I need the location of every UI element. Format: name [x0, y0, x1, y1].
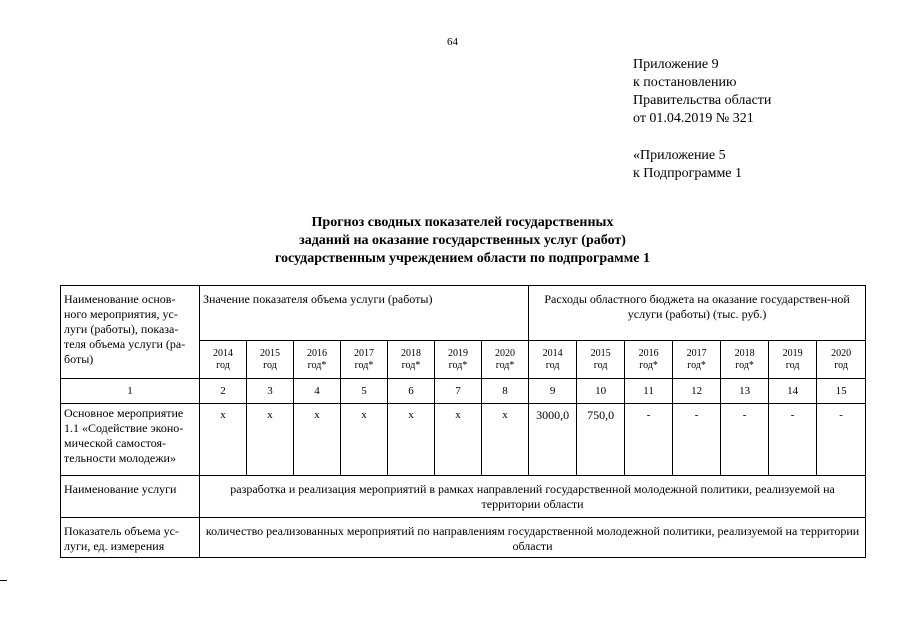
year-value: 2019	[448, 347, 468, 359]
column-number: 5	[341, 379, 388, 404]
year-header	[625, 341, 673, 379]
year-header	[482, 341, 529, 379]
appendix-block	[633, 56, 771, 128]
appendix-line: Приложение 9	[633, 57, 719, 72]
column-number: 4	[294, 379, 341, 404]
year-value: 2014	[542, 347, 563, 359]
year-unit: год	[785, 359, 800, 371]
year-header	[817, 341, 866, 379]
column-number: 2	[200, 379, 247, 404]
table-cell: -	[769, 404, 817, 476]
col1-header: Наименование основ-ного мероприятия, ус-луги (работы), показа-теля объема услуги (ра-боты)	[61, 286, 200, 379]
group1-header: Значение показателя объема услуги (работы)	[200, 286, 529, 341]
column-number: 9	[529, 379, 577, 404]
appendix-line: от 01.04.2019 № 321	[633, 111, 754, 126]
year-value: 2015	[590, 347, 611, 359]
table-row	[61, 404, 866, 476]
year-value: 2015	[260, 347, 280, 359]
year-header	[721, 341, 769, 379]
column-number: 15	[817, 379, 866, 404]
column-number: 1	[61, 379, 200, 404]
title-line: государственным учреждением области по подпрограмме 1	[275, 251, 650, 266]
column-number: 8	[482, 379, 529, 404]
table-cell: x	[388, 404, 435, 476]
year-value: 2019	[782, 347, 803, 359]
table-cell: -	[817, 404, 866, 476]
year-value: 2018	[401, 347, 421, 359]
year-value: 2020	[831, 347, 852, 359]
year-unit: год*	[639, 359, 658, 371]
forecast-table	[60, 285, 866, 558]
row-service-label: Наименование услуги	[61, 476, 200, 518]
document-title	[0, 214, 905, 268]
column-number: 3	[247, 379, 294, 404]
year-unit: год*	[495, 359, 515, 371]
column-number-row	[61, 379, 866, 404]
column-number: 12	[673, 379, 721, 404]
column-number: 13	[721, 379, 769, 404]
appendix-ref-line: к Подпрограмме 1	[633, 166, 743, 181]
year-unit: год*	[448, 359, 468, 371]
year-value: 2017	[354, 347, 374, 359]
year-unit: год*	[401, 359, 421, 371]
column-number: 11	[625, 379, 673, 404]
appendix-ref-line: «Приложение 5	[633, 148, 726, 163]
year-value: 2020	[495, 347, 516, 359]
year-unit: год*	[354, 359, 374, 371]
year-header	[769, 341, 817, 379]
year-header	[294, 341, 341, 379]
row-main-label: Основное мероприятие 1.1 «Содействие эконо-мической самостоя-тельности молодежи»	[61, 404, 200, 476]
year-unit: год	[545, 359, 560, 371]
table-header-row	[61, 286, 866, 341]
table-cell: 3000,0	[529, 404, 577, 476]
year-header	[577, 341, 625, 379]
year-header	[435, 341, 482, 379]
year-unit: год*	[687, 359, 706, 371]
table-cell: -	[673, 404, 721, 476]
table-cell: x	[247, 404, 294, 476]
year-header	[200, 341, 247, 379]
year-value: 2016	[638, 347, 659, 359]
page-number: 64	[447, 36, 458, 48]
year-header	[388, 341, 435, 379]
year-header	[529, 341, 577, 379]
year-value: 2014	[213, 347, 233, 359]
table-cell: x	[294, 404, 341, 476]
table-cell: x	[200, 404, 247, 476]
margin-mark	[0, 580, 7, 581]
column-number: 10	[577, 379, 625, 404]
column-number: 7	[435, 379, 482, 404]
column-number: 6	[388, 379, 435, 404]
row-indicator-label: Показатель объема ус-луги, ед. измерения	[61, 518, 200, 558]
table-cell: -	[625, 404, 673, 476]
appendix-line: Правительства области	[633, 93, 772, 108]
group2-header: Расходы областного бюджета на оказание государствен-ной услуги (работы) (тыс. руб.)	[529, 286, 866, 341]
year-unit: год*	[307, 359, 327, 371]
table-cell: x	[341, 404, 388, 476]
row-indicator-text: количество реализованных мероприятий по направлениям государственной молодежной политики, реализуемой на территории области	[200, 518, 866, 558]
year-value: 2016	[307, 347, 327, 359]
table-cell: -	[721, 404, 769, 476]
table-row	[61, 518, 866, 558]
appendix-line: к постановлению	[633, 75, 737, 90]
year-unit: год	[834, 359, 848, 371]
title-line: Прогноз сводных показателей государственных	[311, 215, 614, 230]
year-unit: год*	[735, 359, 754, 371]
table-cell: 750,0	[577, 404, 625, 476]
year-unit: год	[593, 359, 608, 371]
table-row	[61, 476, 866, 518]
year-unit: год	[263, 359, 277, 371]
year-header	[673, 341, 721, 379]
row-service-text: разработка и реализация мероприятий в рамках направлений государственной молодежной политики, реализуемой на территории области	[200, 476, 866, 518]
year-value: 2017	[686, 347, 707, 359]
year-value: 2018	[734, 347, 755, 359]
year-unit: год	[216, 359, 230, 371]
column-number: 14	[769, 379, 817, 404]
year-header	[341, 341, 388, 379]
title-line: заданий на оказание государственных услуг (работ)	[299, 233, 626, 248]
year-header	[247, 341, 294, 379]
table-cell: x	[435, 404, 482, 476]
table-cell: x	[482, 404, 529, 476]
appendix-ref-block	[633, 147, 742, 183]
